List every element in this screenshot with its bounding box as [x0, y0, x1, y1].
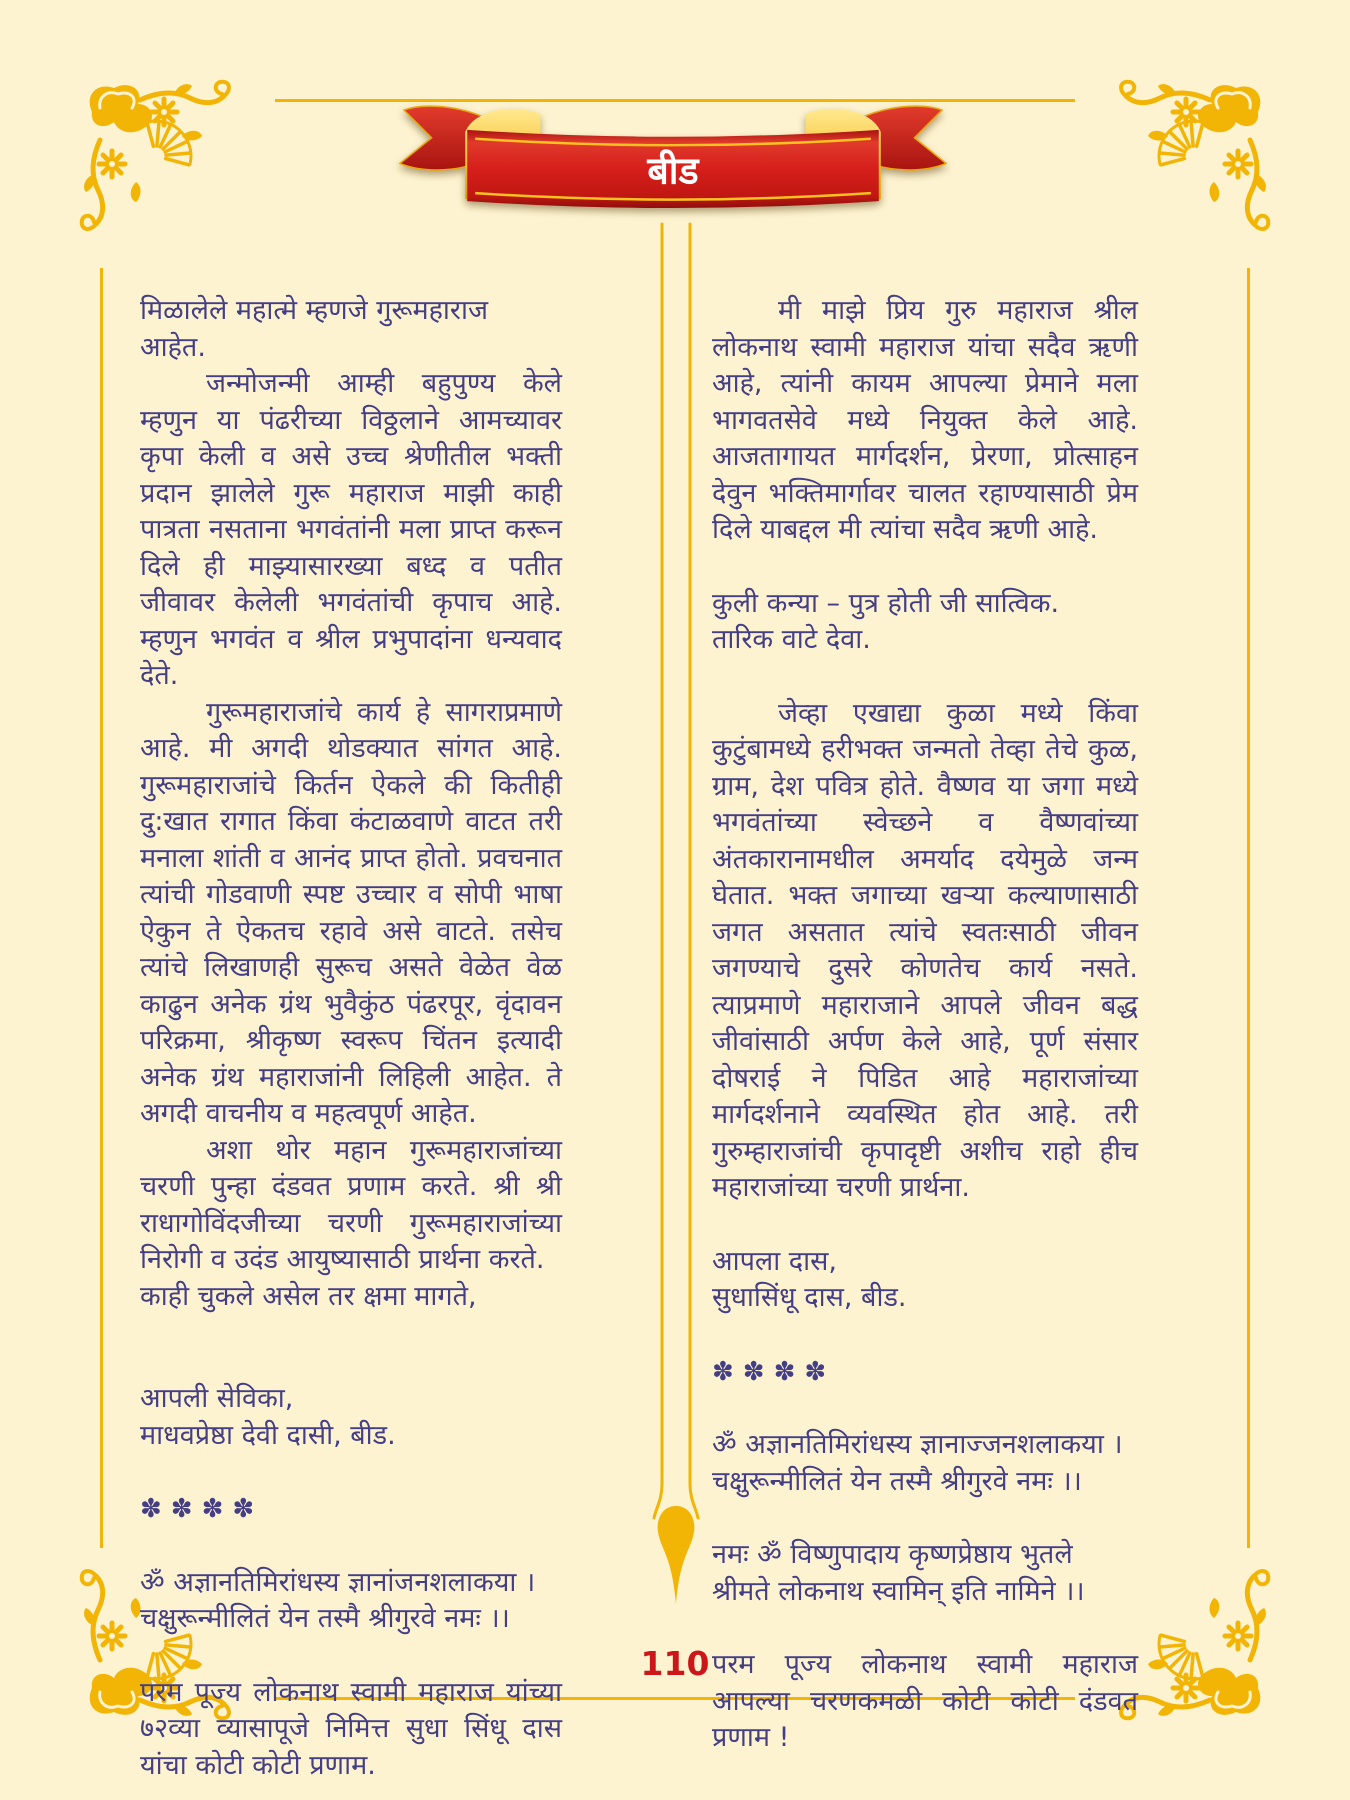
- paragraph: तारिक वाटे देवा.: [712, 624, 871, 655]
- paragraph: नमः ॐ विष्णुपादाय कृष्णप्रेष्ठाय भुतले: [712, 1539, 1073, 1570]
- paragraph: ॐ अज्ञानतिमिरांधस्य ज्ञानांजनशलाकया ।: [140, 1566, 536, 1598]
- paragraph: अशा थोर महान गुरूमहाराजांच्या चरणी पुन्हा दंडवत प्रणाम करते. श्री श्री राधागोविंदजीच्या चरणी गुरूमहाराजांच्या निरोगी व उदंड आयुष्यासाठी प्रार्थना करते.: [140, 1134, 562, 1275]
- frame-border-left: [100, 268, 103, 1548]
- corner-flourish-icon: [1112, 78, 1272, 238]
- paragraph: चक्षुरून्मीलितं येन तस्मै श्रीगुरवे नमः ।।: [140, 1603, 510, 1634]
- paragraph: ✽✽✽✽: [140, 1494, 264, 1524]
- paragraph: माधवप्रेष्ठा देवी दासी, बीड.: [140, 1419, 396, 1451]
- paragraph: मिळालेले महात्मे म्हणजे गुरूमहाराज आहेत.: [140, 295, 488, 363]
- paragraph: चक्षुरून्मीलितं येन तस्मै श्रीगुरवे नमः ।।: [712, 1465, 1082, 1497]
- text-column-right: [712, 293, 1138, 1757]
- paragraph: श्रीमते लोकनाथ स्वामिन् इति नामिने ।।: [712, 1575, 1085, 1607]
- paragraph: आपला दास,: [712, 1245, 837, 1277]
- ribbon-banner-icon: [396, 102, 950, 221]
- paragraph: जन्मोजन्मी आम्ही बहुपुण्य केले म्हणुन या पंढरीच्या विठ्ठलाने आमच्यावर कृपा केली व असे उच्च श्रेणीतील भक्ती प्रदान झालेले गुरू महाराज माझी काही पात्रता नसताना भगवंतांनी मला प्राप्त करून दिले ही माझ्यासारख्या बध्द व पतीत जीवावर केलेली भगवंतांची कृपाच आहे. म्हणुन भगवंत व श्रील प्रभुपादांना धन्यवाद देते.: [140, 368, 562, 691]
- banner-title: बीड: [647, 148, 699, 193]
- paragraph: जेव्हा एखाद्या कुळा मध्ये किंवा कुटुंबामध्ये हरीभक्त जन्मतो तेव्हा तेचे कुळ, ग्राम, देश पवित्र होते. वैष्णव या जगा मध्ये भगवंतांच्या स्वेच्छने व वैष्णवांच्या अंतकारानामधील अमर्याद दयेमुळे जन्म घेतात. भक्त जगाच्या खऱ्या कल्याणासाठी जगत असतात त्यांचे स्वतःसाठी जीवन जगण्याचे दुसरे कोणतेच कार्य नसते. त्याप्रमाणे महाराजाने आपले जीवन बद्ध जीवांसाठी अर्पण केले आहे, पूर्ण संसार दोषराई ने पिडित आहे महाराजांच्या मार्गदर्शनाने व्यवस्थित होत आहे. तरी गुरुम्हाराजांची कृपादृष्टी अशीच राहो हीच महाराजांच्या चरणी प्रार्थना.: [712, 697, 1138, 1203]
- paragraph: ✽✽✽✽: [712, 1356, 836, 1387]
- paragraph: परम पूज्य लोकनाथ स्वामी महाराज यांच्या ७२व्या व्यासापूजे निमित्त सुधा सिंधू दास यांचा कोटी कोटी प्रणाम.: [140, 1676, 562, 1781]
- paragraph: सुधासिंधू दास, बीड.: [712, 1282, 907, 1313]
- frame-border-right: [1247, 268, 1250, 1548]
- corner-flourish-icon: [78, 78, 238, 238]
- text-column-left: [140, 293, 562, 1784]
- column-divider-icon: [648, 218, 704, 1608]
- paragraph: कुली कन्या – पुत्र होती जी सात्विक.: [712, 587, 1060, 619]
- paragraph: गुरूमहाराजांचे कार्य हे सागराप्रमाणे आहे. मी अगदी थोडक्यात सांगत आहे. गुरूमहाराजांचे किर्तन ऐकले की कितीही दु:खात रागात किंवा कंटाळवाणे वाटत तरी मनाला शांती व आनंद प्राप्त होतो. प्रवचनात त्यांची गोडवाणी स्पष्ट उच्चार व सोपी भाषा ऐकुन ते ऐकतच रहावे असे वाटते. तसेच त्यांचे लिखाणही सुरूच असते वेळेत वेळ काढुन अनेक ग्रंथ भुवैकुंठ पंढरपूर, वृंदावन परिक्रमा, श्रीकृष्ण स्वरूप चिंतन इत्यादी अनेक ग्रंथ महाराजांनी लिहिली आहेत. ते अगदी वाचनीय व महत्वपूर्ण आहेत.: [140, 696, 562, 1129]
- paragraph: ॐ अज्ञानतिमिरांधस्य ज्ञानाज्जनशलाकया ।: [712, 1429, 1123, 1460]
- paragraph: परम पूज्य लोकनाथ स्वामी महाराज आपल्या चरणकमळी कोटी कोटी दंडवत प्रणाम !: [712, 1649, 1138, 1753]
- page-footer: [0, 1644, 1350, 1683]
- paragraph: काही चुकले असेल तर क्षमा मागते,: [140, 1280, 477, 1312]
- paragraph: आपली सेविका,: [140, 1383, 294, 1414]
- paragraph: मी माझे प्रिय गुरु महाराज श्रील लोकनाथ स्वामी महाराज यांचा सदैव ऋणी आहे, त्यांनी कायम आपल्या प्रेमाने मला भागवतसेवे मध्ये नियुक्त केले आहे. आजतागायत मार्गदर्शन, प्रेरणा, प्रोत्साहन देवुन भक्तिमार्गावर चालत रहाण्यासाठी प्रेम दिले याबद्दल मी त्यांचा सदैव ऋणी आहे.: [712, 295, 1138, 545]
- page-number: 110: [640, 1644, 710, 1683]
